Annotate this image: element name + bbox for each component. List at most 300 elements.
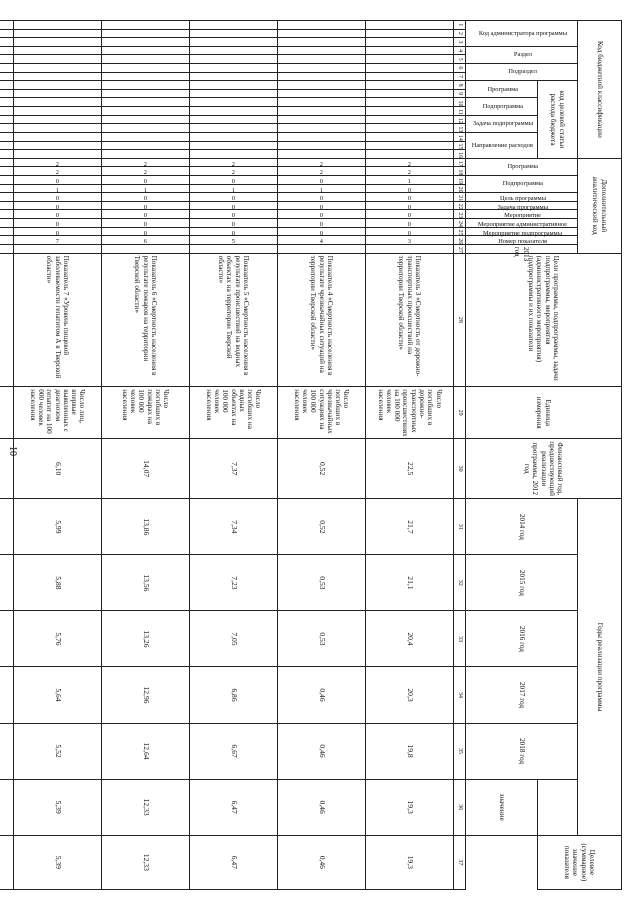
budget-code-cell: [366, 98, 454, 107]
column-index-cell: 13: [454, 124, 466, 133]
final-value-cell: 0,46: [278, 835, 366, 889]
table-row: [190, 21, 278, 890]
column-index-cell: 4: [454, 46, 466, 55]
budget-code-cell: [0, 150, 14, 159]
budget-code-cell: [190, 98, 278, 107]
analytic-code-cell: [0, 227, 14, 236]
analytic-code-cell: 0: [102, 193, 190, 202]
year-value-cell: 12,33: [102, 779, 190, 835]
budget-code-cell: [190, 55, 278, 64]
indicators-table: [0, 20, 622, 890]
year-value-cell: [0, 779, 14, 835]
analytic-code-cell: 0: [190, 201, 278, 210]
budget-code-cell: [102, 46, 190, 55]
budget-code-cell: [0, 72, 14, 81]
analytic-code-cell: 0: [102, 219, 190, 228]
base-value-cell: 22,5: [366, 438, 454, 498]
analytic-code-cell: [0, 175, 14, 184]
budget-code-cell: [366, 29, 454, 38]
analytic-code-cell: 6: [102, 236, 190, 245]
base-value-cell: 6,10: [14, 438, 102, 498]
budget-code-cell: [14, 150, 102, 159]
analytic-code-cell: [0, 210, 14, 219]
analytic-code-cell: [366, 244, 454, 253]
budget-code-cell: [190, 46, 278, 55]
column-index-cell: 25: [454, 227, 466, 236]
budget-code-cell: [14, 55, 102, 64]
table-row: [278, 21, 366, 890]
analytic-code-cell: 0: [366, 184, 454, 193]
unit-cell: Число погибших в дорожно-транспортных происшествиях на 100 000 человек населения: [366, 387, 454, 439]
budget-code-cell: [190, 132, 278, 141]
year-value-cell: [0, 499, 14, 555]
analytic-code-cell: 0: [366, 210, 454, 219]
year-value-cell: 12,64: [102, 723, 190, 779]
budget-code-cell: [366, 55, 454, 64]
budget-code-cell: [278, 98, 366, 107]
column-index-cell: 14: [454, 132, 466, 141]
budget-code-cell: [278, 150, 366, 159]
budget-code-cell: [366, 115, 454, 124]
final-value-cell: 19,3: [366, 835, 454, 889]
column-index-cell: 16: [454, 150, 466, 159]
column-index-cell: 10: [454, 98, 466, 107]
budget-code-cell: [102, 64, 190, 73]
analytic-code-cell: 0: [366, 201, 454, 210]
year-value-cell: 20,4: [366, 611, 454, 667]
analytic-code-cell: 7: [14, 236, 102, 245]
column-index-cell: 36: [454, 779, 466, 835]
budget-code-cell: [14, 29, 102, 38]
admin-code-header: Код администратора программы: [466, 21, 578, 47]
budget-code-cell: [278, 81, 366, 90]
column-index-cell: 7: [454, 72, 466, 81]
column-index-cell: 27: [454, 244, 466, 253]
analytic-code-cell: [0, 193, 14, 202]
budget-code-cell: [278, 55, 366, 64]
budget-code-cell: [366, 38, 454, 47]
analytic-code-cell: [0, 201, 14, 210]
column-index-cell: 22: [454, 201, 466, 210]
analytic-code-cell: 0: [190, 175, 278, 184]
analytic-code-cell: 0: [190, 210, 278, 219]
column-index-cell: 34: [454, 667, 466, 723]
budget-code-cell: [0, 98, 14, 107]
budget-code-cell: [0, 115, 14, 124]
analytic-code-cell: 0: [278, 219, 366, 228]
column-index-cell: 9: [454, 89, 466, 98]
column-index-cell: 35: [454, 723, 466, 779]
year-value-cell: 13,86: [102, 499, 190, 555]
year-header-2017: 2017 год: [466, 667, 578, 723]
extra-code-header: Дополнительный аналитический код: [578, 158, 622, 253]
analytic-code-cell: 0: [190, 193, 278, 202]
budget-code-cell: [0, 46, 14, 55]
budget-code-cell: [278, 107, 366, 116]
column-index-cell: 3: [454, 38, 466, 47]
budget-code-cell: [366, 107, 454, 116]
final-value-cell: [0, 835, 14, 889]
year-value-cell: 0,46: [278, 667, 366, 723]
budget-code-cell: [14, 124, 102, 133]
budget-code-cell: [102, 98, 190, 107]
budget-code-cell: [278, 72, 366, 81]
budget-code-cell: [278, 38, 366, 47]
analytic-code-cell: 1: [366, 175, 454, 184]
budget-code-cell: [278, 29, 366, 38]
indicator-name-cell: Показатель 7 «Уровень пищевой заболеваемости гепатитом А в Тверской области»: [14, 253, 102, 387]
year-value-cell: 21,1: [366, 555, 454, 611]
column-index-cell: 19: [454, 175, 466, 184]
analytic-code-cell: 0: [190, 219, 278, 228]
analytic-code-cell: 0: [14, 193, 102, 202]
column-index-cell: 31: [454, 499, 466, 555]
subsection-header: Подраздел: [466, 64, 578, 81]
budget-code-cell: [14, 98, 102, 107]
year-value-cell: [0, 667, 14, 723]
analytic-code-cell: [0, 244, 14, 253]
base-value-cell: 14,07: [102, 438, 190, 498]
analytic-code-cell: 0: [278, 201, 366, 210]
analytic-code-cell: 2: [102, 167, 190, 176]
budget-code-cell: [190, 150, 278, 159]
analytic-code-cell: 0: [190, 227, 278, 236]
year-header-2016: 2016 год: [466, 611, 578, 667]
budget-code-cell: [102, 89, 190, 98]
year-value-cell: 7,34: [190, 499, 278, 555]
column-index-cell: 18: [454, 167, 466, 176]
analytic-code-cell: 2: [366, 167, 454, 176]
analytic-code-cell: 0: [278, 210, 366, 219]
budget-code-cell: [366, 81, 454, 90]
final-value-cell: 5,39: [14, 835, 102, 889]
budget-code-cell: [102, 141, 190, 150]
budget-code-cell: [14, 64, 102, 73]
year-value-cell: 7,23: [190, 555, 278, 611]
budget-code-cell: [190, 124, 278, 133]
budget-code-cell: [102, 150, 190, 159]
indicator-name-cell: Показатель 6 «Смертность населения в результате пожаров на территории Тверской области»: [102, 253, 190, 387]
analytic-code-cell: 0: [14, 227, 102, 236]
budget-code-cell: [278, 89, 366, 98]
budget-code-cell: [190, 89, 278, 98]
budget-code-cell: [102, 55, 190, 64]
column-index-cell: 1: [454, 21, 466, 30]
column-index-cell: 17: [454, 158, 466, 167]
activity-header: Мероприятие: [466, 210, 578, 219]
budget-code-cell: [102, 115, 190, 124]
analytic-code-cell: 2: [190, 158, 278, 167]
budget-code-cell: [0, 124, 14, 133]
column-index-cell: 32: [454, 555, 466, 611]
year-value-cell: 5,39: [14, 779, 102, 835]
budget-code-cell: [366, 72, 454, 81]
analytic-code-cell: 5: [190, 236, 278, 245]
years-group-header: Годы реализации программы: [578, 499, 622, 835]
analytic-code-cell: 0: [278, 227, 366, 236]
column-index-cell: 33: [454, 611, 466, 667]
year-value-cell: 5,64: [14, 667, 102, 723]
column-index-cell: 23: [454, 210, 466, 219]
program-goal-header: Цель программы: [466, 193, 578, 202]
budget-code-cell: [0, 29, 14, 38]
final-header: Целевое (суммарное) значение показателя: [538, 835, 622, 889]
year-value-cell: 20,3: [366, 667, 454, 723]
finance-header: Финансовый год, предшествующий реализации программы, 2012 год: [466, 438, 622, 498]
analytic-code-cell: 0: [366, 227, 454, 236]
analytic-code-cell: 0: [14, 201, 102, 210]
analytic-code-cell: [0, 236, 14, 245]
budget-code-cell: [278, 21, 366, 30]
budget-code-cell: [278, 115, 366, 124]
base-value-cell: [0, 438, 14, 498]
budget-code-cell: [190, 81, 278, 90]
year-value-cell: 6,67: [190, 723, 278, 779]
target-article-header: код целевой статьи расхода бюджета: [538, 81, 578, 158]
budget-code-cell: [14, 107, 102, 116]
year-value-cell: 0,52: [278, 499, 366, 555]
year-value-cell: 5,52: [14, 723, 102, 779]
budget-code-cell: [102, 21, 190, 30]
table-row: [0, 21, 14, 890]
year-value-cell: [0, 555, 14, 611]
analytic-code-cell: 0: [102, 210, 190, 219]
budget-code-cell: [190, 21, 278, 30]
budget-code-cell: [14, 141, 102, 150]
analytic-code-cell: [0, 184, 14, 193]
year-value-cell: 0,53: [278, 555, 366, 611]
budget-code-cell: [190, 141, 278, 150]
budget-code-cell: [14, 38, 102, 47]
budget-code-cell: [14, 132, 102, 141]
year-value-cell: 19,8: [366, 723, 454, 779]
unit-cell: Число лиц, впервые выявленных с диагнозом гепатит на 100 000 человек населения: [14, 387, 102, 439]
analytic-code-cell: [0, 219, 14, 228]
year-value-cell: 6,86: [190, 667, 278, 723]
year-header-2018: 2018 год: [466, 723, 578, 779]
column-index-cell: 6: [454, 64, 466, 73]
budget-code-cell: [190, 38, 278, 47]
page-number: 10: [7, 446, 18, 456]
analytic-code-cell: 1: [190, 184, 278, 193]
indicator-name-cell: Показатель 5 «Смертность населения в результате происшествий на водных объектах на территории Тверской области»: [190, 253, 278, 387]
year-value-cell: [0, 611, 14, 667]
analytic-code-cell: 2: [278, 167, 366, 176]
year-value-cell: 5,99: [14, 499, 102, 555]
column-index-cell: 30: [454, 438, 466, 498]
budget-code-cell: [102, 107, 190, 116]
analytic-code-cell: 2: [366, 158, 454, 167]
program2-header: Программа: [466, 158, 578, 175]
unit-cell: Число погибших в чрезвычайных ситуациях на 100 000 человек населения: [278, 387, 366, 439]
budget-code-cell: [278, 141, 366, 150]
year-header-2014: 2014 год: [466, 499, 578, 555]
budget-code-cell: [102, 29, 190, 38]
rotated-table-container: [14, 20, 622, 890]
budget-code-cell: [14, 89, 102, 98]
analytic-code-cell: 2: [190, 167, 278, 176]
analytic-code-cell: 3: [366, 236, 454, 245]
column-index-cell: 12: [454, 115, 466, 124]
year-value-cell: 7,05: [190, 611, 278, 667]
indicator-name-cell: Показатель 3 «Смертность от дорожно-транспортных происшествий на территории Тверской области»: [366, 253, 454, 387]
budget-code-cell: [190, 64, 278, 73]
indicator-name-cell: Показатель 4 «Смертность населения в результате чрезвычайных ситуаций на территории Тверской области»: [278, 253, 366, 387]
table-row: [366, 21, 454, 890]
budget-code-cell: [102, 72, 190, 81]
section-header: Раздел: [466, 46, 578, 63]
budget-code-cell: [366, 64, 454, 73]
expense-direction-header: Направление расходов: [466, 132, 538, 158]
budget-code-cell: [14, 81, 102, 90]
year-value-cell: 13,56: [102, 555, 190, 611]
column-index-cell: 28: [454, 253, 466, 387]
year-value-cell: 5,88: [14, 555, 102, 611]
year-value-cell: 0,46: [278, 779, 366, 835]
budget-code-cell: [0, 55, 14, 64]
budget-code-cell: [102, 132, 190, 141]
budget-code-cell: [0, 141, 14, 150]
year-value-cell: 0,53: [278, 611, 366, 667]
year-header-2015: 2015 год: [466, 555, 578, 611]
subactivity-header: Мероприятие подпрограммы: [466, 227, 578, 236]
budget-code-cell: [102, 124, 190, 133]
budget-code-cell: [278, 124, 366, 133]
budget-code-cell: [278, 46, 366, 55]
analytic-code-cell: 0: [102, 227, 190, 236]
budget-code-cell: [366, 46, 454, 55]
analytic-code-cell: 0: [366, 219, 454, 228]
indicator-number-header: Номер показателя: [466, 236, 578, 245]
budget-code-cell: [14, 72, 102, 81]
column-index-cell: 15: [454, 141, 466, 150]
column-index-cell: 5: [454, 55, 466, 64]
analytic-code-cell: 0: [14, 219, 102, 228]
budget-code-cell: [0, 64, 14, 73]
analytic-code-cell: 0: [14, 210, 102, 219]
analytic-code-cell: 0: [366, 193, 454, 202]
budget-code-cell: [190, 107, 278, 116]
analytic-code-cell: 0: [278, 193, 366, 202]
year-value-cell: 6,47: [190, 779, 278, 835]
column-index-cell: 21: [454, 193, 466, 202]
budget-code-cell: [366, 21, 454, 30]
final-value-header: значение: [466, 779, 538, 835]
budget-code-cell: [366, 150, 454, 159]
analytic-code-cell: [0, 158, 14, 167]
analytic-code-cell: [14, 244, 102, 253]
unit-header: Единица измерения: [466, 387, 622, 439]
analytic-code-cell: 2: [278, 158, 366, 167]
unit-cell: [0, 387, 14, 439]
base-value-cell: 0,52: [278, 438, 366, 498]
column-index-cell: 37: [454, 835, 466, 889]
year-value-cell: 19,3: [366, 779, 454, 835]
year-value-cell: 12,96: [102, 667, 190, 723]
column-index-cell: 8: [454, 81, 466, 90]
table-row: [102, 21, 190, 890]
budget-code-cell: [14, 21, 102, 30]
program-header: Программа: [466, 81, 538, 98]
unit-cell: Число погибших на водных объектах на 100 000 человек населения: [190, 387, 278, 439]
budget-code-cell: [190, 72, 278, 81]
indicator-name-cell: [0, 253, 14, 387]
budget-code-cell: [366, 124, 454, 133]
final-value-cell: 6,47: [190, 835, 278, 889]
subprogram-task-header: Задача подпрограммы: [466, 115, 538, 132]
analytic-code-cell: 2: [14, 167, 102, 176]
final-value-cell: 12,33: [102, 835, 190, 889]
column-index-row: [454, 21, 466, 890]
budget-code-cell: [0, 132, 14, 141]
table-body: [0, 21, 454, 890]
column-index-cell: 11: [454, 107, 466, 116]
budget-code-cell: [0, 21, 14, 30]
program-task-header: Задача программы: [466, 201, 578, 210]
budget-code-cell: [278, 64, 366, 73]
year-header-2013: 2013 год: [466, 244, 578, 253]
analytic-code-cell: 0: [14, 175, 102, 184]
year-value-cell: 13,26: [102, 611, 190, 667]
budget-code-cell: [278, 132, 366, 141]
column-index-cell: 29: [454, 387, 466, 439]
column-index-cell: 26: [454, 236, 466, 245]
budget-code-cell: [366, 132, 454, 141]
budget-code-cell: [190, 115, 278, 124]
analytic-code-cell: 1: [14, 184, 102, 193]
unit-cell: Число погибших в пожарах на 100 000 человек населения: [102, 387, 190, 439]
name-header: Цели программы, подпрограммы, задачи подпрограммы, мероприятия (административного мероприятия) подпрограммы и их показатели: [466, 253, 622, 387]
analytic-code-cell: 2: [102, 158, 190, 167]
column-index-cell: 20: [454, 184, 466, 193]
analytic-code-cell: 1: [102, 184, 190, 193]
analytic-code-cell: 0: [278, 175, 366, 184]
budget-code-header: Код бюджетной классификации: [578, 21, 622, 159]
year-value-cell: [0, 723, 14, 779]
base-value-cell: 7,37: [190, 438, 278, 498]
analytic-code-cell: 0: [102, 201, 190, 210]
subprogram-header: Подпрограмма: [466, 98, 538, 115]
budget-code-cell: [366, 89, 454, 98]
table-row: [14, 21, 102, 890]
budget-code-cell: [0, 81, 14, 90]
budget-code-cell: [0, 38, 14, 47]
column-index-cell: 24: [454, 219, 466, 228]
column-index-cell: 2: [454, 29, 466, 38]
budget-code-cell: [14, 46, 102, 55]
budget-code-cell: [102, 38, 190, 47]
analytic-code-cell: [278, 244, 366, 253]
analytic-code-cell: 2: [14, 158, 102, 167]
year-value-cell: 5,76: [14, 611, 102, 667]
analytic-code-cell: [102, 244, 190, 253]
budget-code-cell: [14, 115, 102, 124]
year-value-cell: 0,46: [278, 723, 366, 779]
analytic-code-cell: [190, 244, 278, 253]
budget-code-cell: [0, 89, 14, 98]
activity-action-header: Мероприятие административное: [466, 219, 578, 228]
budget-code-cell: [102, 81, 190, 90]
subprogram2-header: Подпрограмма: [466, 175, 578, 192]
analytic-code-cell: 0: [102, 175, 190, 184]
analytic-code-cell: [0, 167, 14, 176]
budget-code-cell: [190, 29, 278, 38]
analytic-code-cell: 4: [278, 236, 366, 245]
budget-code-cell: [366, 141, 454, 150]
year-value-cell: 21,7: [366, 499, 454, 555]
analytic-code-cell: 1: [278, 184, 366, 193]
budget-code-cell: [0, 107, 14, 116]
